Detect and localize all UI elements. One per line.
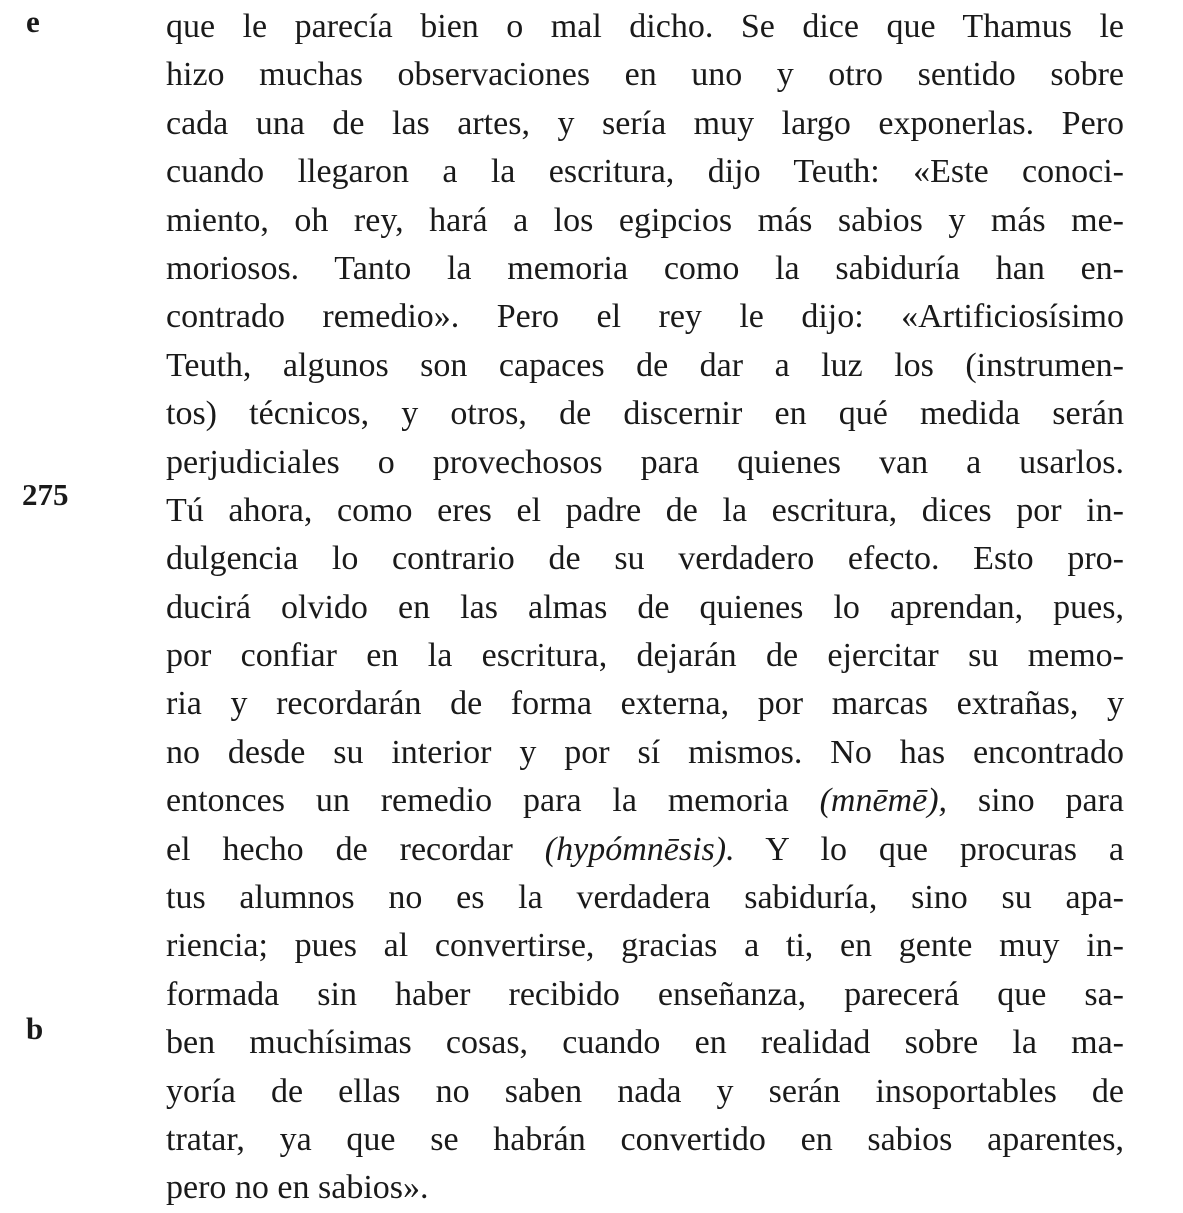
margin-column (22, 0, 142, 1200)
line-text-pre: el hecho de recordar (166, 830, 545, 868)
line-text-post: sino para (947, 782, 1124, 820)
text-line: perjudiciales o provechosos para quienes van a usarlos. (166, 443, 1124, 481)
text-line: riencia; pues al convertirse, gracias a ti, en gente muy in- (166, 927, 1124, 965)
text-line: Teuth, algunos son capaces de dar a luz los (instrumen- (166, 346, 1124, 384)
text-line: no desde su interior y por sí mismos. No has encontrado (166, 733, 1124, 771)
text-line: por confiar en la escritura, dejarán de ejercitar su memo- (166, 637, 1124, 675)
text-line: Tú ahora, como eres el padre de la escritura, dices por in- (166, 491, 1124, 529)
stephanus-page-number: 275 (22, 477, 69, 512)
text-line: que le parecía bien o mal dicho. Se dice que Thamus le (166, 8, 1124, 45)
italic-term-hypomnesis: (hypómnēsis). (544, 830, 735, 868)
text-line-with-italic (166, 826, 1124, 874)
text-line-with-italic (166, 777, 1124, 825)
italic-term-mneme: (mnēmē), (819, 782, 948, 820)
text-line: formada sin haber recibido enseñanza, parecerá que sa- (166, 975, 1124, 1013)
text-line: ben muchísimas cosas, cuando en realidad sobre la ma- (166, 1024, 1124, 1062)
text-line: tratar, ya que se habrán convertido en sabios aparentes, (166, 1120, 1124, 1158)
text-line: ria y recordarán de forma externa, por marcas extrañas, y (166, 685, 1124, 723)
stephanus-marker-b: b (26, 1011, 44, 1046)
body-text (166, 3, 1124, 1213)
text-line: ducirá olvido en las almas de quienes lo aprendan, pues, (166, 588, 1124, 626)
text-line: tos) técnicos, y otros, de discernir en qué medida serán (166, 395, 1124, 433)
stephanus-marker-e: e (26, 4, 40, 39)
text-line-last: pero no en sabios». (166, 1169, 429, 1207)
line-text-post: Y lo que procuras a (734, 830, 1124, 868)
text-line: contrado remedio». Pero el rey le dijo: «Artificiosísimo (166, 298, 1124, 336)
text-line: tus alumnos no es la verdadera sabiduría, sino su apa- (166, 879, 1124, 917)
text-line: yoría de ellas no saben nada y serán insoportables de (166, 1072, 1124, 1110)
text-line: dulgencia lo contrario de su verdadero efecto. Esto pro- (166, 540, 1124, 578)
text-line: cada una de las artes, y sería muy largo exponerlas. Pero (166, 104, 1124, 142)
text-line: hizo muchas observaciones en uno y otro sentido sobre (166, 56, 1124, 94)
text-line: miento, oh rey, hará a los egipcios más sabios y más me- (166, 201, 1124, 239)
line-text-pre: entonces un remedio para la memoria (166, 782, 820, 820)
text-line: moriosos. Tanto la memoria como la sabiduría han en- (166, 249, 1124, 287)
text-line: cuando llegaron a la escritura, dijo Teuth: «Este conoci- (166, 153, 1124, 191)
